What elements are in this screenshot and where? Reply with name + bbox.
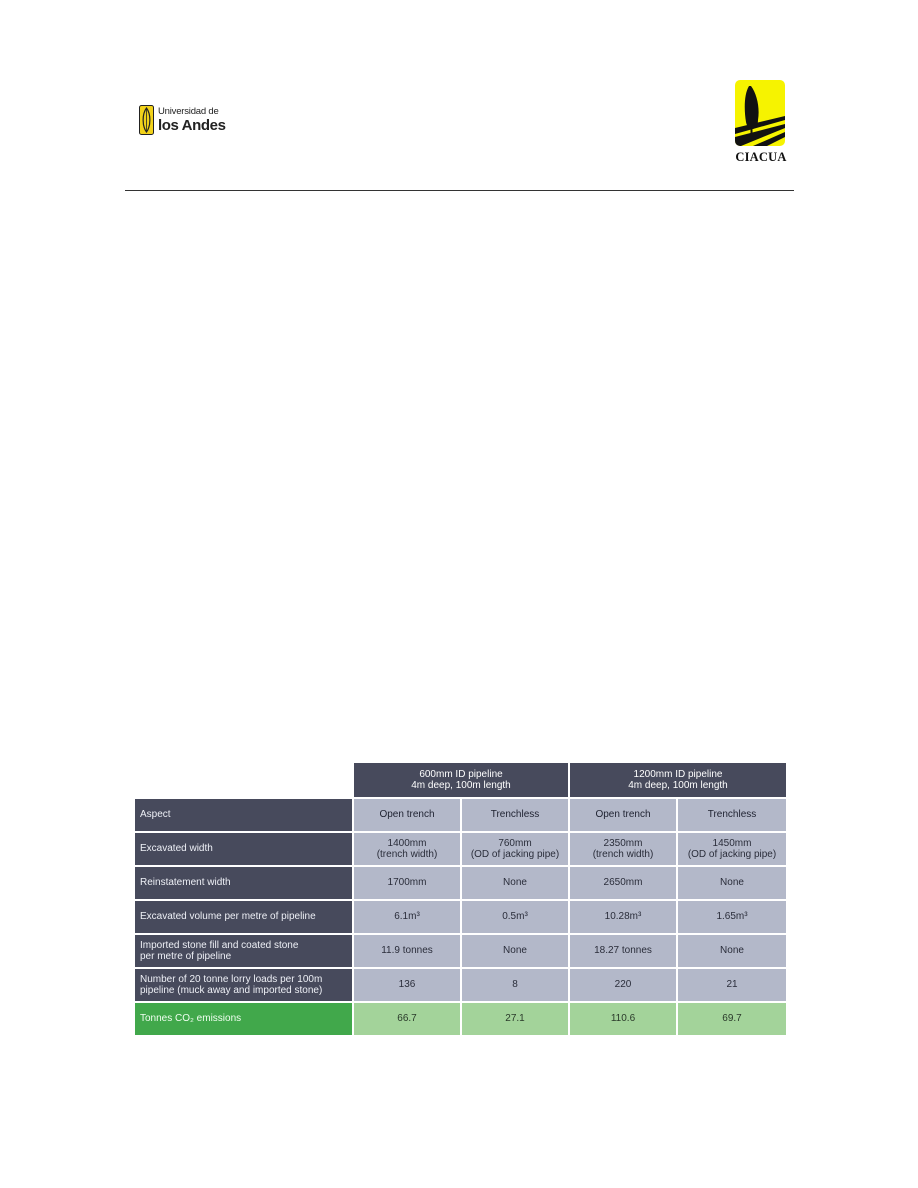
- row-label-line: Reinstatement width: [140, 877, 231, 889]
- row-label: [134, 832, 353, 866]
- row-label-line: Imported stone fill and coated stone: [140, 939, 299, 951]
- row-label: [134, 1002, 353, 1036]
- table-cell: [353, 934, 461, 968]
- cypress-tree-icon: [735, 80, 785, 146]
- table-cell: [569, 968, 677, 1002]
- table-cell-line: 69.7: [722, 1013, 742, 1025]
- table-cell-line: 21: [726, 979, 738, 991]
- row-label-line: Excavated volume per metre of pipeline: [140, 911, 316, 923]
- table-cell-line: None: [503, 877, 527, 889]
- group-header-line2: 4m deep, 100m length: [411, 780, 511, 791]
- uniandes-wordmark-line1: Universidad de: [158, 106, 219, 118]
- table-cell: [569, 866, 677, 900]
- table-cell-line: 760mm: [498, 837, 532, 849]
- header-divider: [125, 190, 794, 191]
- table-cell-line: (trench width): [376, 849, 438, 860]
- row-label: [134, 968, 353, 1002]
- table-cell-line: 18.27 tonnes: [594, 945, 652, 957]
- row-label: [134, 934, 353, 968]
- method-header: Open trench: [569, 798, 677, 832]
- table-cell: [677, 934, 787, 968]
- table-cell-line: 110.6: [610, 1013, 636, 1025]
- uniandes-wordmark: [158, 107, 226, 133]
- table-row: [134, 832, 787, 866]
- table-cell: [569, 934, 677, 968]
- row-label-line: Number of 20 tonne lorry loads per 100m: [140, 973, 323, 985]
- table-cell: [353, 900, 461, 934]
- group-header-1200mm: [569, 762, 787, 798]
- table-cell: [677, 900, 787, 934]
- table-cell: [677, 968, 787, 1002]
- table-cell: [353, 866, 461, 900]
- table-row: [134, 900, 787, 934]
- ciacua-logo: [735, 80, 787, 166]
- table-row: [134, 934, 787, 968]
- table-cell-line: 1450mm: [712, 837, 752, 849]
- ciacua-emblem: [735, 80, 785, 146]
- table-row: [134, 968, 787, 1002]
- row-label-line: Tonnes CO₂ emissions: [140, 1013, 242, 1025]
- table-cell: [461, 934, 569, 968]
- row-label: [134, 866, 353, 900]
- method-header-row: [134, 798, 787, 832]
- table-cell-line: 1700mm: [387, 877, 427, 889]
- table-cell-line: 2650mm: [603, 877, 643, 889]
- group-header-line1: 1200mm ID pipeline: [633, 768, 723, 780]
- aspect-header: Aspect: [134, 798, 353, 832]
- row-label: [134, 900, 353, 934]
- table-cell: [461, 900, 569, 934]
- row-label-line: Excavated width: [140, 843, 213, 855]
- table-cell-line: None: [720, 877, 744, 889]
- table-cell: [569, 832, 677, 866]
- table-cell-line: 0.5m³: [502, 911, 528, 923]
- table-cell: [461, 866, 569, 900]
- method-header: Trenchless: [461, 798, 569, 832]
- table-cell-line: (OD of jacking pipe): [687, 849, 777, 860]
- table-cell-line: 2350mm: [603, 837, 643, 849]
- uniandes-emblem-icon: [139, 105, 154, 135]
- table-cell-line: 6.1m³: [394, 911, 420, 923]
- table-cell: [569, 1002, 677, 1036]
- table-cell: [461, 968, 569, 1002]
- table-cell-line: (trench width): [592, 849, 654, 860]
- universidad-de-los-andes-logo: [139, 105, 226, 135]
- table-cell: [677, 1002, 787, 1036]
- table-cell: [353, 1002, 461, 1036]
- table-cell-line: None: [503, 945, 527, 957]
- table-cell-line: 136: [398, 979, 416, 991]
- table-cell-line: 66.7: [397, 1013, 417, 1025]
- table-cell: [353, 968, 461, 1002]
- row-label-line: pipeline (muck away and imported stone): [140, 985, 323, 996]
- table-corner: [134, 762, 353, 798]
- table-cell-line: None: [720, 945, 744, 957]
- group-header-line1: 600mm ID pipeline: [419, 768, 503, 780]
- table-cell-line: 10.28m³: [604, 911, 642, 923]
- uniandes-wordmark-line2: los Andes: [158, 116, 226, 134]
- table-cell: [677, 832, 787, 866]
- table-cell: [461, 1002, 569, 1036]
- group-header-line2: 4m deep, 100m length: [628, 780, 728, 791]
- group-header-600mm: [353, 762, 569, 798]
- method-header: Trenchless: [677, 798, 787, 832]
- table-body: [134, 832, 787, 1036]
- table-cell-line: 1400mm: [387, 837, 427, 849]
- trench-comparison-table: [133, 761, 788, 1037]
- table-row: [134, 1002, 787, 1036]
- table-cell-line: 8: [512, 979, 518, 991]
- table-cell-line: 220: [614, 979, 632, 991]
- ciacua-wordmark: CIACUA: [735, 150, 787, 164]
- table-cell-line: (OD of jacking pipe): [470, 849, 560, 860]
- table-cell: [461, 832, 569, 866]
- group-header-row: [134, 762, 787, 798]
- table-cell: [569, 900, 677, 934]
- method-header: Open trench: [353, 798, 461, 832]
- table-cell-line: 1.65m³: [716, 911, 748, 923]
- table-cell: [353, 832, 461, 866]
- table-row: [134, 866, 787, 900]
- row-label-line: per metre of pipeline: [140, 951, 232, 962]
- table-cell-line: 11.9 tonnes: [381, 945, 433, 957]
- table-cell-line: 27.1: [505, 1013, 525, 1025]
- table-cell: [677, 866, 787, 900]
